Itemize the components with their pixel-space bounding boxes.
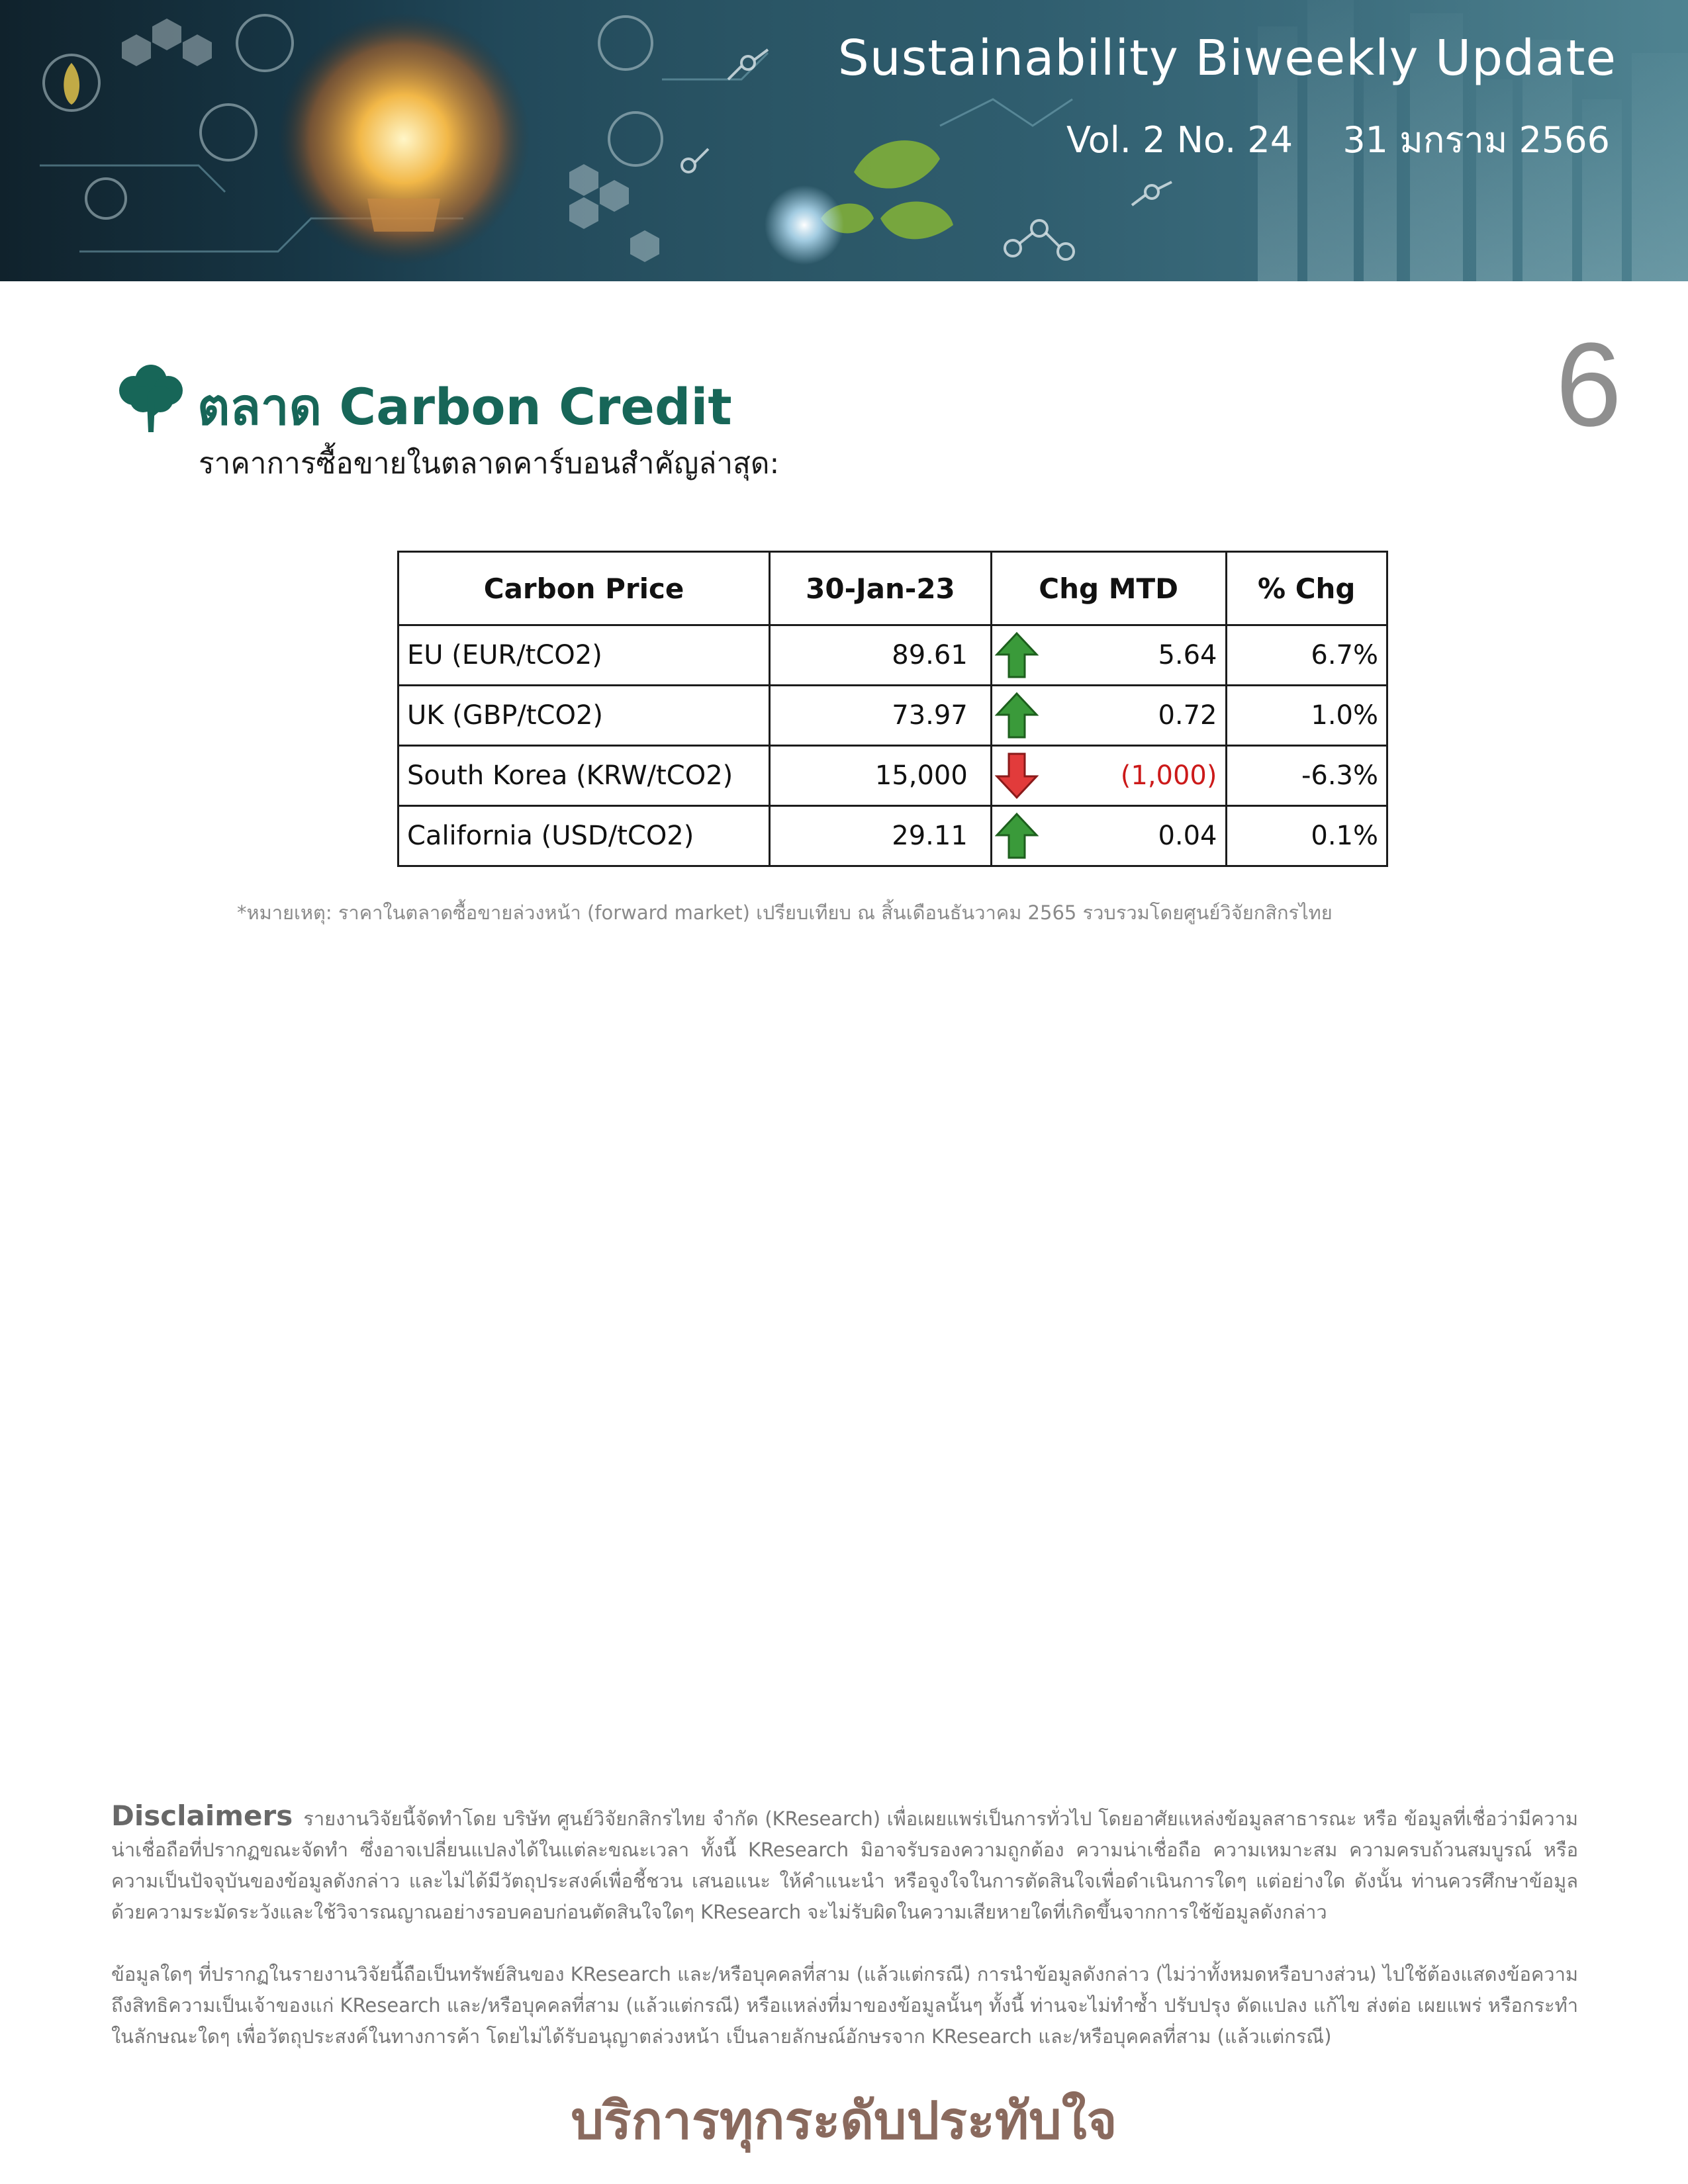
price-value: 15,000	[770, 746, 992, 806]
table-row	[399, 625, 1387, 686]
arrow-up-icon	[995, 812, 1039, 860]
header-pct-chg: % Chg	[1226, 552, 1387, 625]
percent-change: 6.7%	[1226, 625, 1387, 686]
page-number: 6	[1555, 318, 1622, 451]
carbon-price-table	[397, 551, 1388, 867]
price-value: 89.61	[770, 625, 992, 686]
section-title: ตลาด Carbon Credit	[197, 377, 732, 436]
market-name: California (USD/tCO2)	[399, 806, 770, 866]
market-name: UK (GBP/tCO2)	[399, 686, 770, 746]
disclaimer-paragraph-1	[111, 1800, 1578, 1928]
change-value: 0.72	[1158, 700, 1217, 731]
arrow-down-icon	[995, 752, 1039, 799]
arrow-up-icon	[995, 631, 1039, 679]
table-header-row	[399, 552, 1387, 625]
disclaimer-heading: Disclaimers	[111, 1799, 293, 1832]
percent-change: 0.1%	[1226, 806, 1387, 866]
footer-slogan: บริการทุกระดับประทับใจ	[571, 2091, 1117, 2151]
table-row	[399, 686, 1387, 746]
issue-info	[1066, 111, 1610, 168]
tree-icon	[114, 361, 188, 435]
change-cell	[991, 625, 1226, 686]
percent-change: 1.0%	[1226, 686, 1387, 746]
disclaimer-paragraph-2	[111, 1959, 1578, 2052]
table-row	[399, 746, 1387, 806]
change-value: 5.64	[1158, 640, 1217, 670]
report-title: Sustainability Biweekly Update	[837, 30, 1617, 87]
price-value: 29.11	[770, 806, 992, 866]
percent-change: -6.3%	[1226, 746, 1387, 806]
change-cell	[991, 806, 1226, 866]
section-subtitle: ราคาการซื้อขายในตลาดคาร์บอนสำคัญล่าสุด:	[199, 447, 780, 480]
market-name: EU (EUR/tCO2)	[399, 625, 770, 686]
header-carbon-price: Carbon Price	[399, 552, 770, 625]
issue-volume: Vol. 2 No. 24	[1066, 119, 1293, 161]
market-name: South Korea (KRW/tCO2)	[399, 746, 770, 806]
header-chg-mtd: Chg MTD	[991, 552, 1226, 625]
change-value: (1,000)	[1120, 760, 1217, 791]
change-value: 0.04	[1158, 821, 1217, 851]
disclaimer-text-1: รายงานวิจัยนี้จัดทำโดย บริษัท ศูนย์วิจัยกสิกรไทย จำกัด (KResearch) เพื่อเผยแพร่เป็นการทั่วไป โดยอาศัยแหล่งข้อมูลสาธารณะ หรือ ข้อมูลที่เชื่อว่ามีความน่าเชื่อถือที่ปรากฏขณะจัดทำ ซึ่งอาจเปลี่ยนแปลงได้ในแต่ละขณะเวลา ทั้งนี้ KResearch มิอาจรับรองความถูกต้อง ความน่าเชื่อถือ ความเหมาะสม ความครบถ้วนสมบูรณ์ หรือความเป็นปัจจุบันของข้อมูลดังกล่าว และไม่ได้มีวัตถุประสงค์เพื่อชี้ชวน เสนอแนะ ให้คำแนะนำ หรือจูงใจในการตัดสินใจเพื่อดำเนินการใดๆ แต่อย่างใด ดังนั้น ท่านควรศึกษาข้อมูลด้วยความระมัดระวังและใช้วิจารณญาณอย่างรอบคอบก่อนตัดสินใจใดๆ KResearch จะไม่รับผิดในความเสียหายใดที่เกิดขึ้นจากการใช้ข้อมูลดังกล่าว	[111, 1807, 1578, 1923]
price-value: 73.97	[770, 686, 992, 746]
disclaimer-text-2: ข้อมูลใดๆ ที่ปรากฏในรายงานวิจัยนี้ถือเป็นทรัพย์สินของ KResearch และ/หรือบุคคลที่สาม (แล้วแต่กรณี) การนำข้อมูลดังกล่าว (ไม่ว่าทั้งหมดหรือบางส่วน) ไปใช้ต้องแสดงข้อความถึงสิทธิความเป็นเจ้าของแก่ KResearch และ/หรือบุคคลที่สาม (แล้วแต่กรณี) หรือแหล่งที่มาของข้อมูลนั้นๆ ทั้งนี้ ท่านจะไม่ทำซ้ำ ปรับปรุง ดัดแปลง แก้ไข ส่งต่อ เผยแพร่ หรือกระทำในลักษณะใดๆ เพื่อวัตถุประสงค์ในทางการค้า โดยไม่ได้รับอนุญาตล่วงหน้า เป็นลายลักษณ์อักษรจาก KResearch และ/หรือบุคคลที่สาม (แล้วแต่กรณี)	[111, 1963, 1578, 2048]
header-date: 30-Jan-23	[770, 552, 992, 625]
change-cell	[991, 746, 1226, 806]
arrow-up-icon	[995, 692, 1039, 739]
change-cell	[991, 686, 1226, 746]
issue-date: 31 มกราม 2566	[1342, 119, 1610, 161]
table-footnote: *หมายเหตุ: ราคาในตลาดซื้อขายล่วงหน้า (forward market) เปรียบเทียบ ณ สิ้นเดือนธันวาคม 2565 รวบรวมโดยศูนย์วิจัยกสิกรไทย	[237, 901, 1333, 924]
header-banner	[0, 0, 1688, 281]
table-row	[399, 806, 1387, 866]
